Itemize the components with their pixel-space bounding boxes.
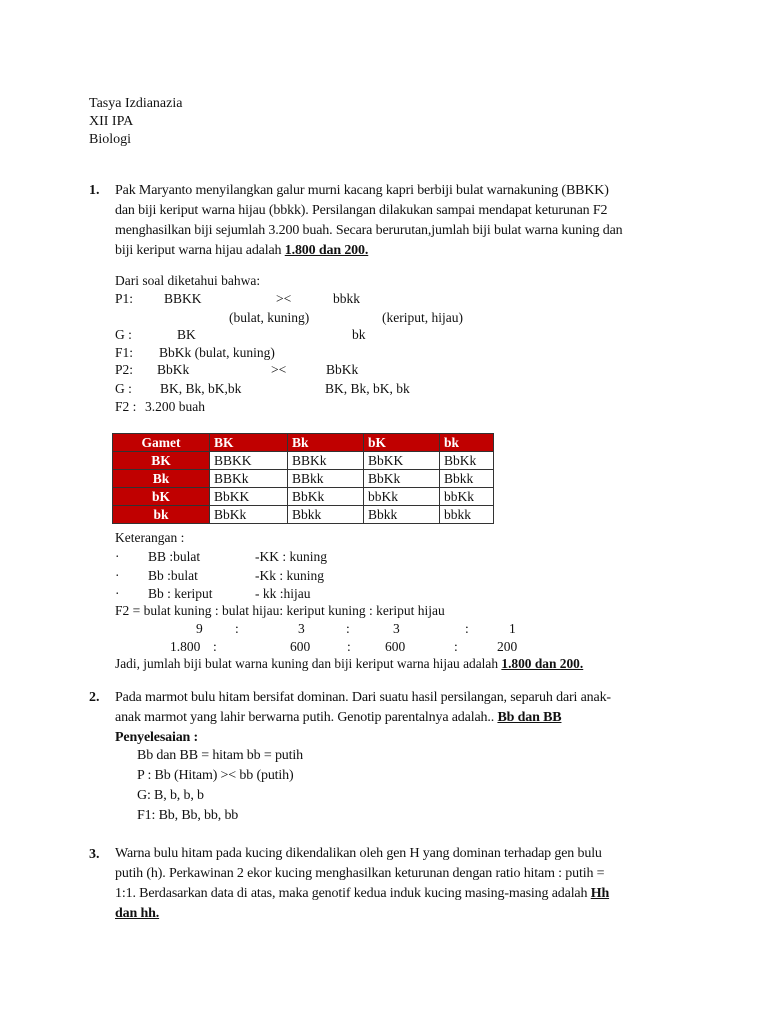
table-corner-cell: Gamet [113,434,210,452]
table-header-row [113,434,494,452]
g2-label: G : [115,381,132,396]
f1-value: BbKk (bulat, kuning) [159,345,275,360]
p1-parent-b-desc: (keriput, hijau) [382,310,463,325]
conclusion-answer: 1.800 dan 200. [501,656,584,671]
table-cell: BbKK [210,488,288,506]
table-cell: bbKk [364,488,440,506]
table-cell: Bbkk [364,506,440,524]
count-sep: : [213,639,217,654]
count-num: 1.800 [170,639,201,654]
ratio-num: 3 [298,621,305,636]
conclusion: Jadi, jumlah biji bulat warna kuning dan biji keriput warna hijau adalah 1.800 dan 200. [115,656,584,671]
table-row [113,506,494,524]
p2-parent-a: BbKk [157,362,190,377]
question-1-text [115,181,755,261]
table-row-header: Bk [113,470,210,488]
table-cell: BBKK [210,452,288,470]
solution-title: Penyelesaian : [115,730,199,745]
question-3-answer-b: dan hh. [115,906,160,921]
table-row-header: bK [113,488,210,506]
student-name: Tasya Izdianazia [89,96,183,111]
table-cell: Bbkk [288,506,364,524]
f2-value: 3.200 buah [145,399,205,414]
g2-gametes-a: BK, Bk, bK,bk [160,381,242,396]
student-class: XII IPA [89,114,134,129]
solution-step: F1: Bb, Bb, bb, bb [137,808,239,823]
legend-item-b: -Kk : kuning [255,568,324,583]
count-sep: : [454,639,458,654]
p1-cross: >< [276,291,292,306]
question-1-line: biji keriput warna hijau adalah 1.800 dan 200. [115,243,369,258]
ratio-num: 9 [196,621,203,636]
p2-cross: >< [271,362,287,377]
ratio-num: 3 [393,621,400,636]
g-gamete-a: BK [177,327,196,342]
table-row-header: bk [113,506,210,524]
count-num: 600 [290,639,311,654]
p1-parent-a: BBKK [164,291,202,306]
count-num: 600 [385,639,406,654]
question-2-number: 2. [89,690,100,705]
legend-item-b: - kk :hijau [255,586,311,601]
table-cell: BbKk [288,488,364,506]
bullet-icon: · [115,586,120,601]
table-cell: bbKk [440,488,494,506]
table-col-header: bk [440,434,494,452]
subject: Biologi [89,132,132,147]
question-1-line: menghasilkan biji sejumlah 3.200 buah. Secara berurutan,jumlah biji bulat warna kuning dan [115,223,623,238]
p1-label: P1: [115,291,134,306]
legend-item-a: Bb :bulat [148,568,198,583]
question-2-answer: Bb dan BB [497,710,562,725]
ratio-sep: : [465,621,469,636]
question-2-line: Pada marmot bulu hitam bersifat dominan. Dari suatu hasil persilangan, separuh dari anak- [115,690,611,705]
known-intro: Dari soal diketahui bahwa: [115,273,261,288]
table-cell: BBkk [288,470,364,488]
table-row [113,488,494,506]
g-gamete-b: bk [352,327,366,342]
question-3-answer-a: Hh [590,886,610,901]
punnett-square-table [112,433,494,524]
p2-parent-b: BbKk [326,362,359,377]
bullet-icon: · [115,568,120,583]
table-row [113,470,494,488]
p1-parent-b: bbkk [333,291,360,306]
ratio-num: 1 [509,621,516,636]
question-1-number: 1. [89,183,100,198]
ratio-sep: : [235,621,239,636]
keterangan-label: Keterangan : [115,530,185,545]
question-2-text [115,688,755,748]
table-col-header: BK [210,434,288,452]
table-cell: Bbkk [440,470,494,488]
table-cell: BbKK [364,452,440,470]
p2-label: P2: [115,362,134,377]
question-2-steps [137,746,537,826]
table-col-header: Bk [288,434,364,452]
ratio-line: F2 = bulat kuning : bulat hijau: keriput kuning : keriput hijau [115,603,445,618]
f1-label: F1: [115,345,134,360]
ratio-sep: : [346,621,350,636]
question-3-text [115,844,755,924]
table-cell: bbkk [440,506,494,524]
question-1-answer: 1.800 dan 200. [284,243,369,258]
count-num: 200 [497,639,518,654]
bullet-icon: · [115,549,120,564]
question-3-line: putih (h). Perkawinan 2 ekor kucing menghasilkan keturunan dengan ratio hitam : putih = [115,866,605,881]
legend-item-a: BB :bulat [148,549,201,564]
solution-step: Bb dan BB = hitam bb = putih [137,748,303,763]
table-row [113,452,494,470]
g2-gametes-b: BK, Bk, bK, bk [325,381,410,396]
question-1-line: dan biji keriput warna hijau (bbkk). Persilangan dilakukan sampai mendapat keturunan F2 [115,203,608,218]
legend-item-b: -KK : kuning [255,549,327,564]
question-3-line: 1:1. Berdasarkan data di atas, maka genotif kedua induk kucing masing-masing adalah Hh [115,886,610,901]
question-3-number: 3. [89,847,100,862]
question-1-line: Pak Maryanto menyilangkan galur murni kacang kapri berbiji bulat warnakuning (BBKK) [115,183,609,198]
p1-parent-a-desc: (bulat, kuning) [229,310,310,325]
table-cell: BbKk [210,506,288,524]
f2-label: F2 : [115,399,137,414]
table-cell: BBKk [210,470,288,488]
g-label: G : [115,327,132,342]
count-sep: : [347,639,351,654]
solution-step: P : Bb (Hitam) >< bb (putih) [137,768,294,783]
legend-item-a: Bb : keriput [148,586,213,601]
solution-step: G: B, b, b, b [137,788,204,803]
table-cell: BbKk [440,452,494,470]
question-2-line: anak marmot yang lahir berwarna putih. Genotip parentalnya adalah.. Bb dan BB [115,710,562,725]
table-cell: BbKk [364,470,440,488]
table-col-header: bK [364,434,440,452]
table-row-header: BK [113,452,210,470]
table-cell: BBKk [288,452,364,470]
question-3-line: Warna bulu hitam pada kucing dikendalikan oleh gen H yang dominan terhadap gen bulu [115,846,602,861]
